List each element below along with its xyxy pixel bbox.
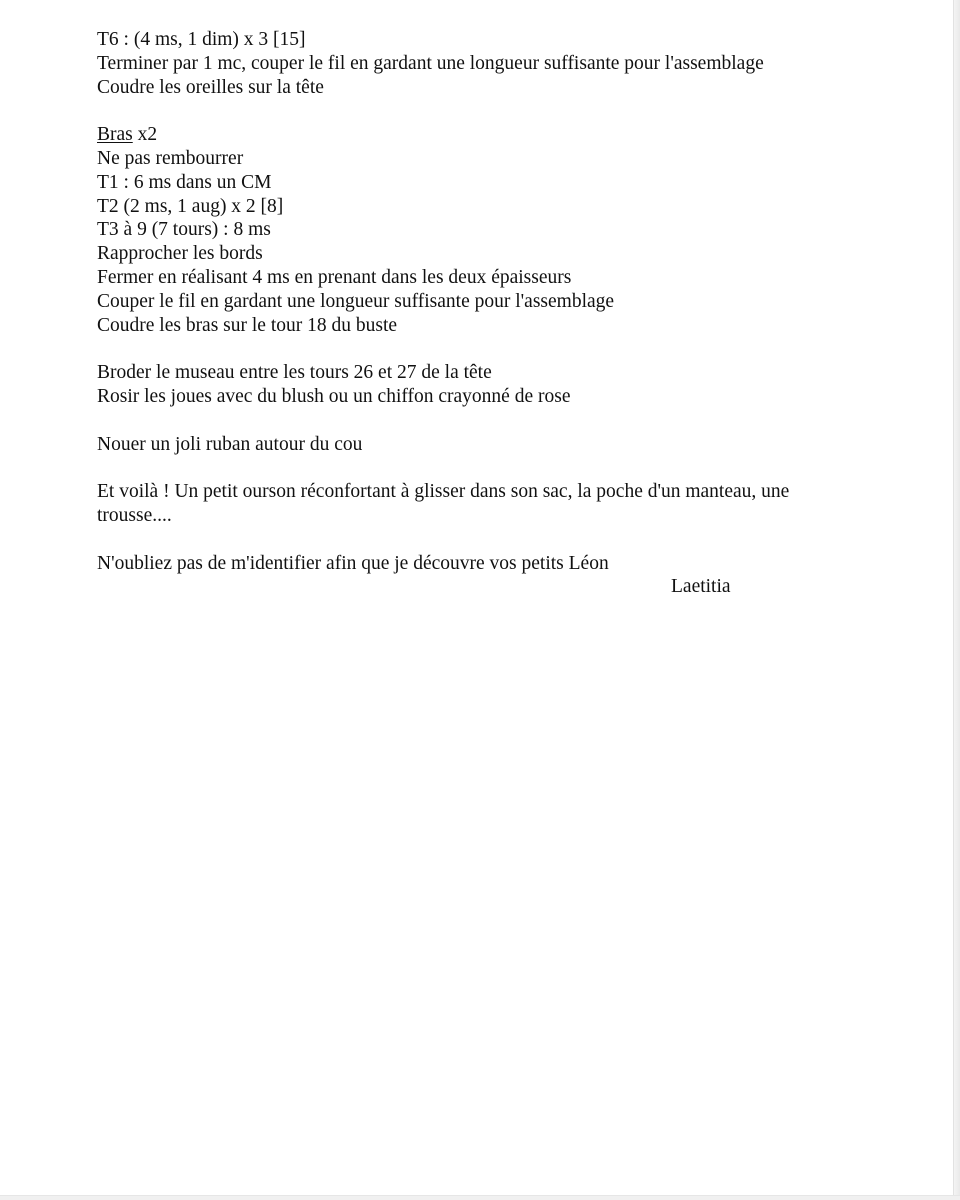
paragraph-gap	[97, 456, 897, 480]
conclusion-paragraph: Et voilà ! Un petit ourson réconfortant à glisser dans son sac, la poche d'un manteau, une trousse....	[97, 481, 790, 526]
sew-ears-instruction: Coudre les oreilles sur la tête	[97, 76, 324, 98]
arms-section-heading	[97, 123, 897, 147]
document-body	[97, 28, 897, 599]
paragraph-gap	[97, 99, 897, 123]
finish-instruction: Terminer par 1 mc, couper le fil en gardant une longueur suffisante pour l'assemblage	[97, 52, 764, 74]
paragraph-gap	[97, 528, 897, 552]
round-6-line: T6 : (4 ms, 1 dim) x 3 [15]	[97, 29, 306, 50]
page-bottom-edge	[0, 1195, 960, 1200]
paragraph-gap	[97, 409, 897, 433]
arms-step: T3 à 9 (7 tours) : 8 ms	[97, 219, 271, 241]
arms-step: T2 (2 ms, 1 aug) x 2 [8]	[97, 195, 284, 217]
arms-step: Ne pas rembourrer	[97, 147, 244, 169]
arms-heading-count: x2	[132, 124, 158, 146]
arms-heading-title: Bras	[97, 124, 133, 146]
blush-cheeks-line: Rosir les joues avec du blush ou un chiffon crayonné de rose	[97, 385, 571, 407]
arms-step: Fermer en réalisant 4 ms en prenant dans les deux épaisseurs	[97, 266, 572, 288]
author-signature: Laetitia	[671, 576, 731, 598]
arms-step: Couper le fil en gardant une longueur suffisante pour l'assemblage	[97, 290, 615, 312]
tag-request-line: N'oubliez pas de m'identifier afin que je découvre vos petits Léon	[97, 552, 609, 574]
paragraph-gap	[97, 337, 897, 361]
arms-step: T1 : 6 ms dans un CM	[97, 171, 272, 193]
arms-step: Rapprocher les bords	[97, 243, 263, 265]
embroider-muzzle-line: Broder le museau entre les tours 26 et 27 de la tête	[97, 362, 492, 384]
arms-step: Coudre les bras sur le tour 18 du buste	[97, 314, 398, 336]
page-edge-shadow	[953, 0, 960, 1200]
ribbon-line: Nouer un joli ruban autour du cou	[97, 433, 363, 455]
